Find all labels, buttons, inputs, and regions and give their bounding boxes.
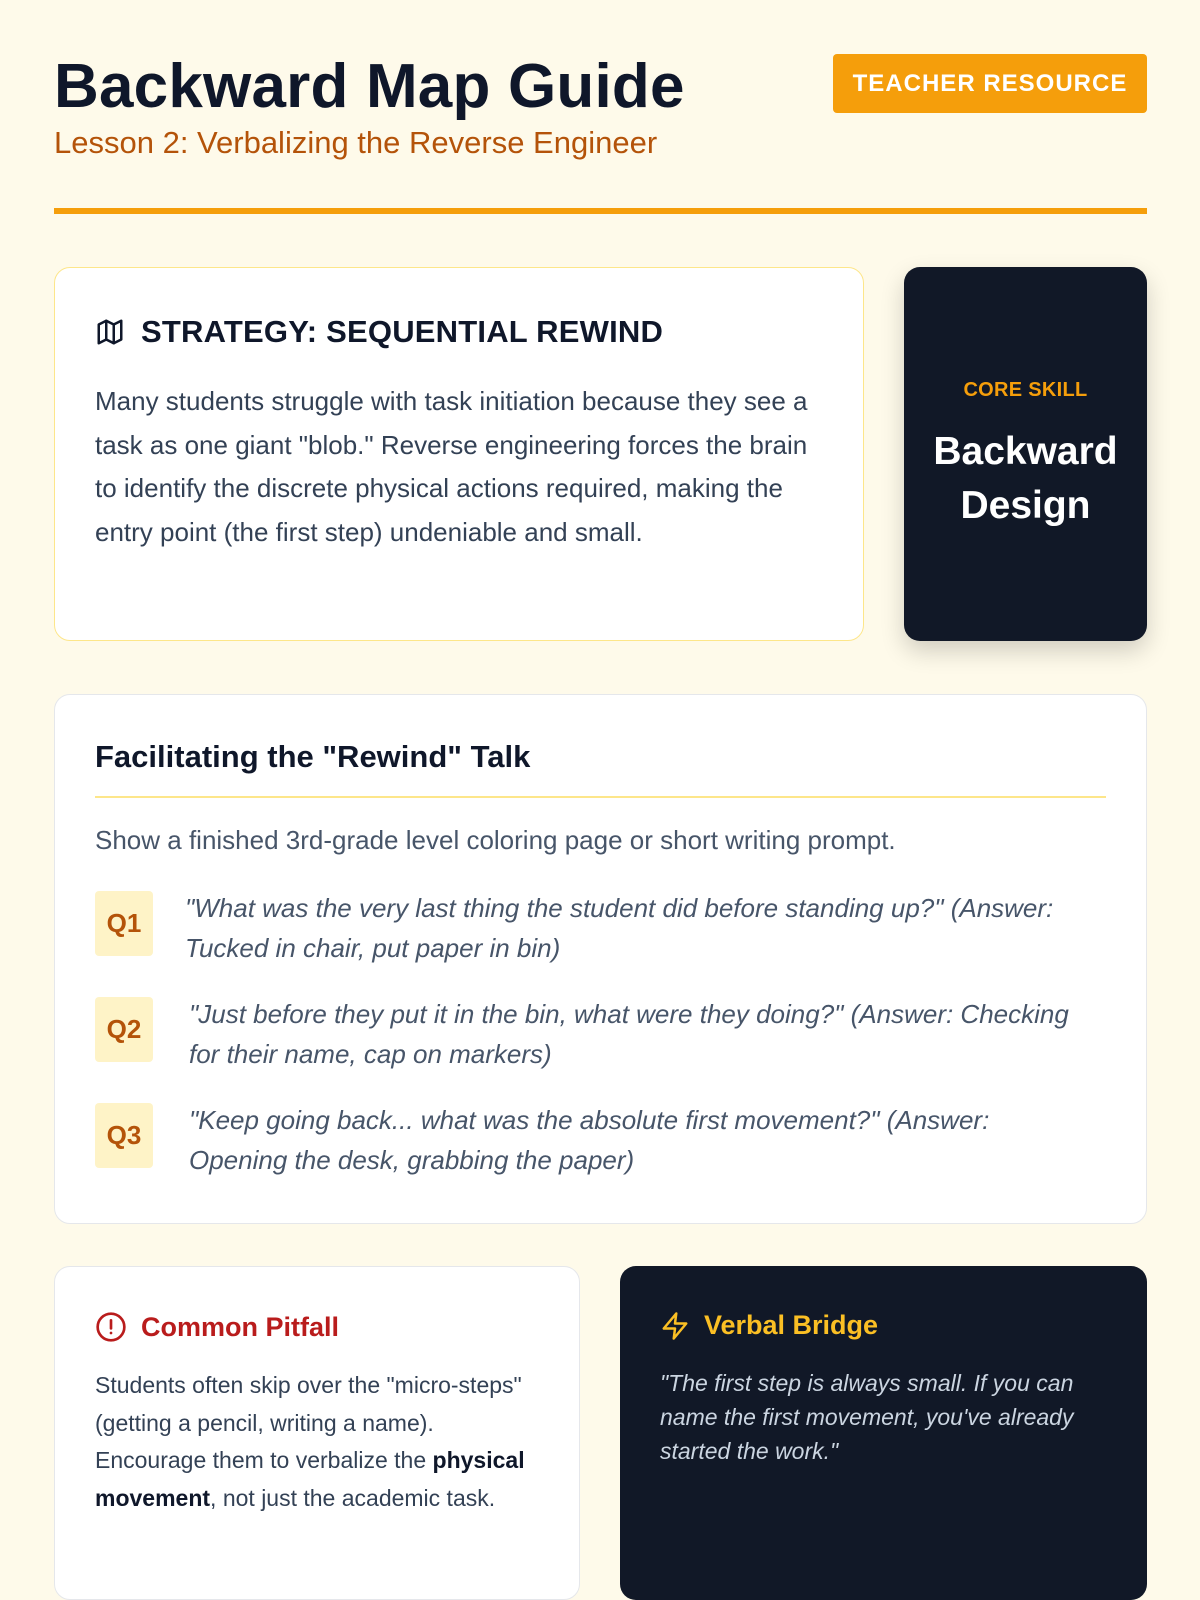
rewind-divider (95, 796, 1106, 798)
page-subtitle: Lesson 2: Verbalizing the Reverse Engineer (54, 125, 658, 160)
rewind-intro: Show a finished 3rd-grade level coloring page or short writing prompt. (95, 825, 896, 855)
question-badge: Q3 (95, 1103, 153, 1168)
question-text: "Just before they put it in the bin, what were they doing?" (Answer: Checking for their name, cap on markers) (189, 999, 1069, 1069)
alert-circle-icon (95, 1311, 127, 1343)
strategy-body: Many students struggle with task initiation because they see a task as one giant "blob." Reverse engineering forces the brain to identify the discrete physical actions required, making the entry point (the first step) undeniable and small. (95, 386, 808, 547)
pitfall-card (54, 1266, 580, 1600)
question-item (95, 997, 1106, 1103)
question-item (95, 891, 1106, 997)
bridge-heading (660, 1310, 878, 1341)
header-divider (54, 208, 1147, 214)
pitfall-body-text: Students often skip over the "micro-steps" (getting a pencil, writing a name). Encourage them to verbalize the (95, 1372, 522, 1473)
core-skill-card (904, 267, 1147, 641)
map-icon (95, 317, 125, 347)
teacher-resource-badge: TEACHER RESOURCE (833, 54, 1147, 113)
bridge-heading-text: Verbal Bridge (704, 1310, 879, 1340)
question-item (95, 1103, 1106, 1209)
strategy-card (54, 267, 864, 641)
bridge-quote: "The first step is always small. If you can name the first movement, you've already started the work." (660, 1370, 1074, 1464)
header (54, 50, 1147, 212)
pitfall-body-emphasis: physical movement (95, 1447, 525, 1511)
pitfall-heading (95, 1311, 339, 1343)
strategy-heading (95, 314, 663, 350)
page-title: Backward Map Guide (54, 52, 685, 121)
pitfall-heading-text: Common Pitfall (141, 1311, 340, 1342)
rewind-title: Facilitating the "Rewind" Talk (95, 739, 531, 774)
pitfall-body-text-end: , not just the academic task. (210, 1484, 496, 1511)
question-badge: Q1 (95, 891, 153, 956)
core-skill-title: Backward Design (933, 430, 1118, 527)
question-text: "Keep going back... what was the absolute first movement?" (Answer: Opening the desk, grabbing the paper) (189, 1105, 990, 1175)
strategy-heading-text: STRATEGY: SEQUENTIAL REWIND (141, 314, 664, 349)
pitfall-body (95, 1367, 545, 1517)
verbal-bridge-card (620, 1266, 1147, 1600)
question-list (95, 891, 1106, 1209)
question-text: "What was the very last thing the student did before standing up?" (Answer: Tucked in chair, put paper in bin) (185, 893, 1054, 963)
core-skill-label: CORE SKILL (963, 379, 1088, 401)
question-badge: Q2 (95, 997, 153, 1062)
rewind-card (54, 694, 1147, 1224)
lightning-icon (660, 1311, 690, 1341)
